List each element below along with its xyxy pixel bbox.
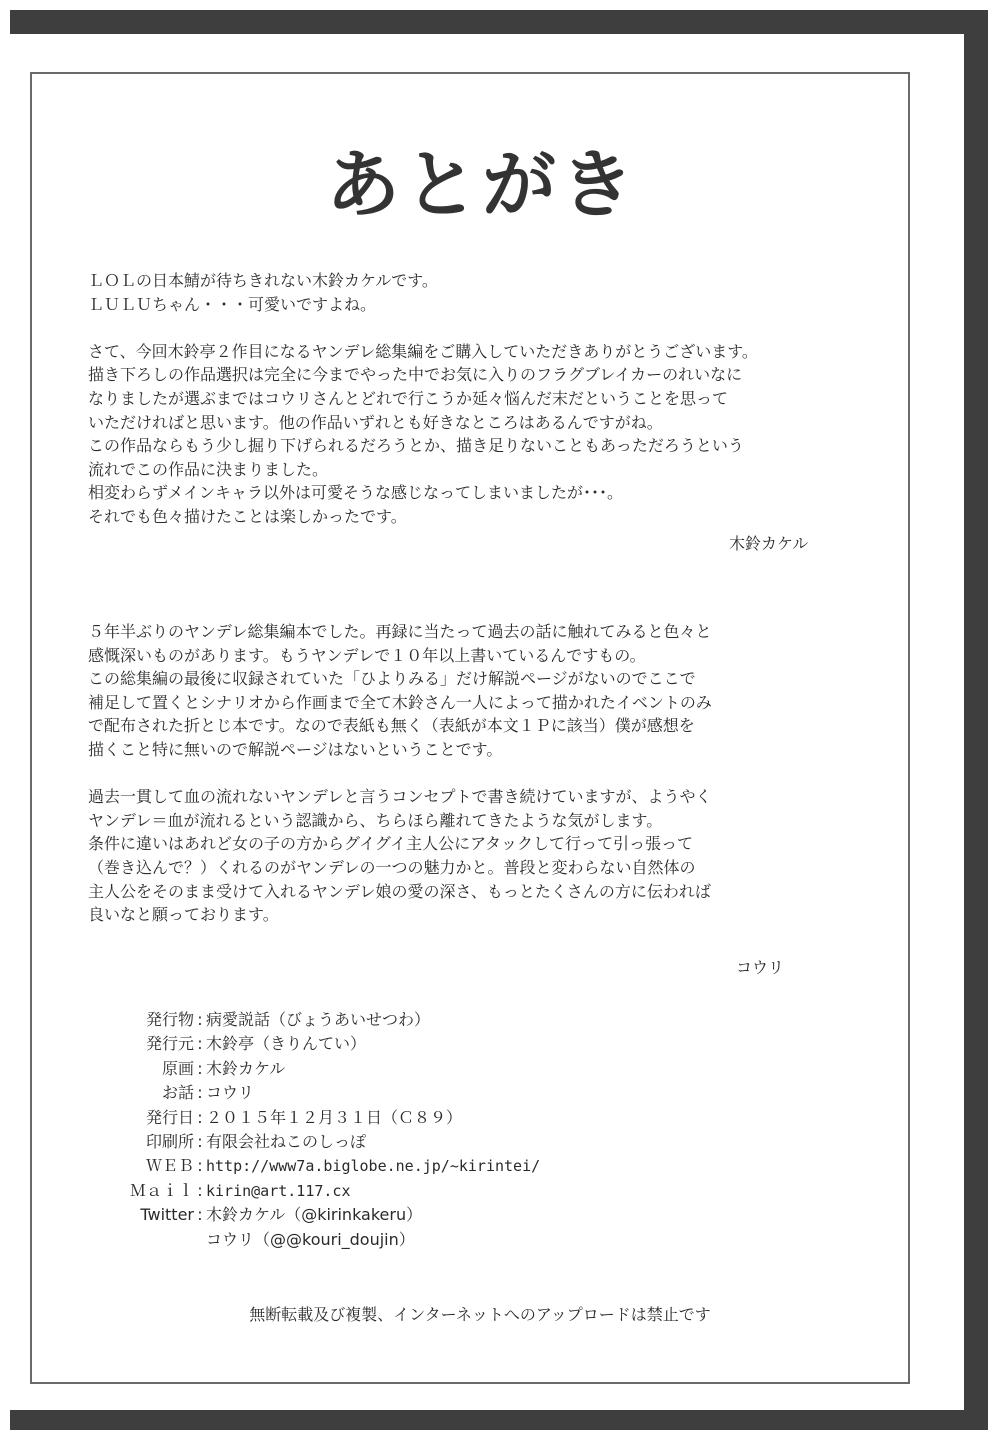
afterword-kouri-line: ５年半ぶりのヤンデレ総集編本でした。再録に当たって過去の話に触れてみると色々と <box>88 622 712 641</box>
colophon-value: http://www7a.biglobe.ne.jp/~kirintei/ <box>206 1157 541 1176</box>
signature-kirin: 木鈴カケル <box>729 534 809 553</box>
page-border-right <box>964 10 988 1410</box>
colophon-row <box>90 1130 690 1154</box>
page-border-top <box>10 10 988 34</box>
afterword-kirin-line: 描き下ろしの作品選択は完全に今までやった中でお気に入りのフラグブレイカーのれいなに <box>88 365 743 385</box>
colophon-label: 発行日 <box>145 1107 194 1127</box>
colophon-row <box>90 1081 690 1105</box>
colophon-value: 木鈴カケル <box>206 1058 286 1078</box>
colophon-value: 病愛説話（びょうあいせつわ） <box>206 1010 431 1029</box>
colophon-label: 原画 <box>161 1058 194 1078</box>
afterword-kouri-line: 補足して置くとシナリオから作画まで全て木鈴さん一人によって描かれたイベントのみ <box>88 692 712 712</box>
afterword-kouri-line: 主人公をそのまま受けて入れるヤンデレ娘の愛の深さ、もっとたくさんの方に伝われば <box>88 881 711 901</box>
colophon-row <box>90 1057 690 1081</box>
afterword-kouri-line <box>88 762 848 786</box>
afterword-kouri <box>88 620 848 927</box>
afterword-kirin <box>88 269 848 529</box>
colophon-value: 木鈴カケル（@kirinkakeru） <box>206 1205 423 1225</box>
colophon-separator <box>194 1228 206 1252</box>
colophon-separator: : <box>197 1156 203 1176</box>
colophon-label: お話 <box>161 1083 194 1103</box>
afterword-kirin-line <box>88 316 848 340</box>
afterword-kouri-line: この総集編の最後に収録されていた「ひよりみる」だけ解説ページがないのでここで <box>88 669 696 689</box>
colophon-value: 木鈴亭（きりんてい） <box>206 1034 367 1054</box>
colophon-row <box>90 1228 690 1252</box>
colophon-row <box>90 1179 690 1203</box>
colophon-separator: : <box>197 1132 203 1152</box>
colophon-label: 発行元 <box>145 1034 194 1054</box>
afterword-kirin-line: 流れでこの作品に決まりました。 <box>88 459 329 479</box>
afterword-kouri-line: 条件に違いはあれど女の子の方からグイグイ主人公にアタックして行って引っ張って <box>88 834 693 854</box>
copyright-notice: 無断転載及び複製、インターネットへのアップロードは禁止です <box>249 1305 711 1324</box>
afterword-kouri-line: 描くこと特に無いので解説ページはないということです。 <box>88 739 503 759</box>
afterword-kouri-line: ヤンデレ＝血が流れるという認識から、ちらほら離れてきたような気がします。 <box>88 810 663 830</box>
afterword-kouri-line: 良いなと願っております。 <box>88 905 279 925</box>
colophon-label: 発行物 <box>145 1010 194 1029</box>
page-title: あとがき <box>326 142 638 228</box>
colophon-value: 有限会社ねこのしっぽ <box>206 1132 367 1152</box>
afterword-kirin-line: それでも色々描けたことは楽しかったです。 <box>88 506 407 526</box>
colophon-separator: : <box>197 1107 203 1127</box>
colophon-value: kirin@art.117.cx <box>206 1181 351 1200</box>
afterword-kouri-line: 過去一貫して血の流れないヤンデレと言うコンセプトで書き続けていますが、ようやく <box>88 787 712 807</box>
colophon-value: ２０１５年１２月３１日（Ｃ８９） <box>206 1107 463 1127</box>
afterword-kirin-line: さて、今回木鈴亭２作目になるヤンデレ総集編をご購入していただきありがとうございます。 <box>88 341 758 361</box>
afterword-kouri-line: 感慨深いものがあります。もうヤンデレで１０年以上書いているんですもの。 <box>88 645 646 665</box>
signature-kouri: コウリ <box>736 958 785 977</box>
afterword-kirin-line: ＬＵＬＵちゃん・・・可愛いですよね。 <box>88 294 377 314</box>
colophon-row <box>90 1008 690 1032</box>
afterword-kouri-line: で配布された折とじ本です。なので表紙も無く（表紙が本文１Ｐに該当）僕が感想を <box>88 716 695 736</box>
colophon-row <box>90 1106 690 1130</box>
colophon <box>90 1008 690 1252</box>
colophon-separator: : <box>197 1010 203 1029</box>
afterword-kirin-line: 相変わらずメインキャラ以外は可愛そうな感じなってしまいましたが･･･。 <box>88 483 624 503</box>
colophon-row <box>90 1203 690 1227</box>
colophon-value: コウリ（@@kouri_doujin） <box>206 1229 415 1249</box>
page-border-bottom <box>10 1410 988 1430</box>
colophon-row <box>90 1032 690 1056</box>
colophon-label: ＷＥＢ <box>145 1156 194 1176</box>
colophon-label: Ｍａｉｌ <box>129 1180 194 1200</box>
colophon-row <box>90 1154 690 1178</box>
colophon-label: 印刷所 <box>145 1132 194 1152</box>
colophon-separator: : <box>197 1034 203 1054</box>
colophon-value: コウリ <box>206 1083 255 1103</box>
colophon-label <box>90 1228 194 1252</box>
afterword-kirin-line: この作品ならもう少し掘り下げられるだろうとか、描き足りないこともあっただろうという <box>88 436 744 456</box>
afterword-kirin-line: なりましたが選ぶまではコウリさんとどれで行こうか延々悩んだ末だということを思って <box>88 388 729 408</box>
colophon-separator: : <box>197 1180 203 1200</box>
colophon-label: Twitter <box>140 1205 194 1225</box>
colophon-separator: : <box>197 1083 203 1103</box>
colophon-separator: : <box>197 1058 203 1078</box>
afterword-kouri-line: （巻き込んで？）くれるのがヤンデレの一つの魅力かと。普段と変わらない自然体の <box>88 857 696 877</box>
afterword-kirin-line: いただければと思います。他の作品いずれとも好きなところはあるんですがね。 <box>88 412 663 432</box>
afterword-kirin-line: ＬＯＬの日本鯖が待ちきれない木鈴カケルです。 <box>88 271 438 290</box>
colophon-separator: : <box>197 1205 203 1225</box>
